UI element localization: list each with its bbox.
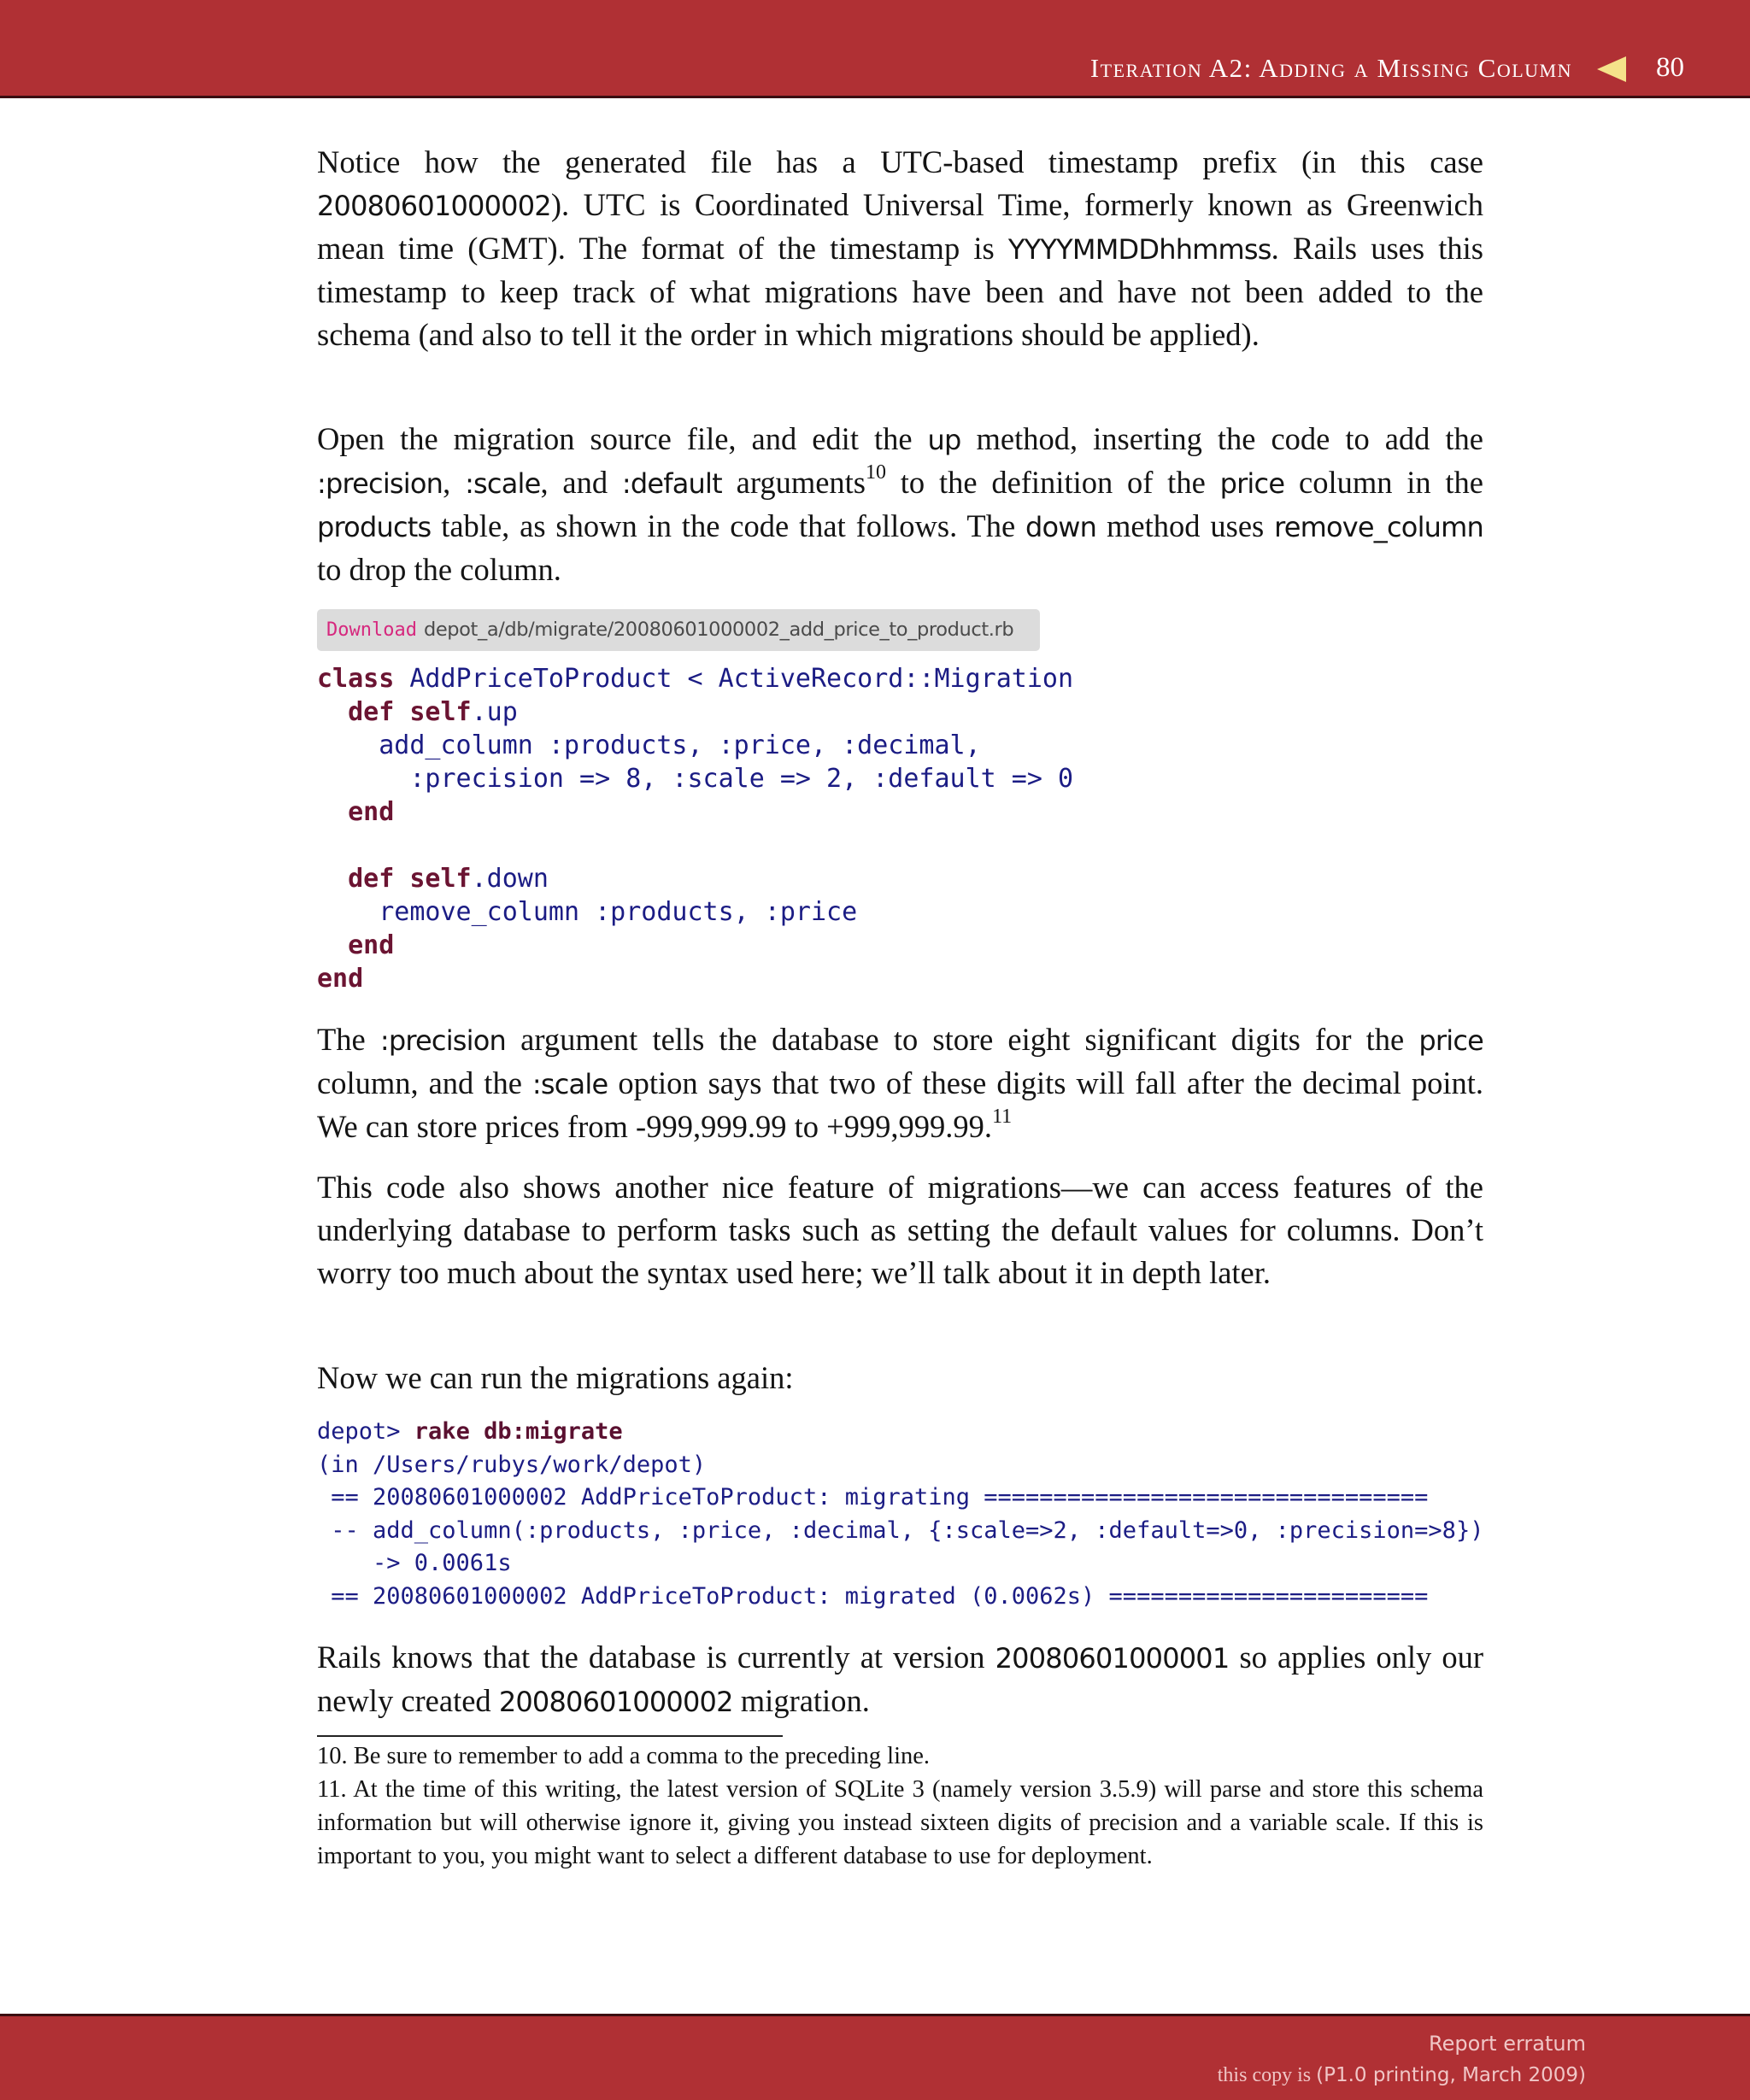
copy-info: this copy is (P1.0 printing, March 2009) [1217,2064,1586,2086]
download-file-path: depot_a/db/migrate/20080601000002_add_price_to_product.rb [423,619,1014,641]
footnote-11: 11. At the time of this writing, the latest version of SQLite 3 (namely version 3.5.9) will parse and store this schema information but will otherwise ignore it, giving you instead sixteen digits of precision and a variable scale. If this is important to you, you might want to select a different database to use for deployment. [317,1776,1483,1869]
download-bar [317,609,1040,651]
footnotes [317,1739,1483,1873]
paragraph-run-again: Now we can run the migrations again: [317,1360,794,1395]
paragraph-edit-migration: Open the migration source file, and edit the up method, inserting the code to add the :precision, :scale, and :default arguments$^{10}$ to the definition of the price column in the products table, as shown in the code that follows. The down method uses remove_column to drop the column. [317,421,1484,587]
back-arrow-icon[interactable] [1597,56,1626,82]
page-header [0,0,1750,98]
paragraph-version: Rails knows that the database is currently at version 20080601000001 so applies only our newly created 20080601000002 migration. [317,1640,1483,1718]
footnote-divider [317,1735,783,1737]
console-output: depot> rake db:migrate (in /Users/rubys/work/depot) == 20080601000002 AddPriceToProduct: migrating ================================ -- add_column(:products, :price, :decimal, {:scale=>2, :default=>0, :precision=>8}) -> 0.0061s == 20080601000002 AddPriceToProduct: migrated (0.0062s) ======================= [317,1418,1484,1610]
page-footer [0,2014,1750,2100]
report-erratum-link[interactable]: Report erratum [1429,2032,1586,2056]
footnote-ref-10[interactable]: 10 [866,460,887,484]
paragraph-timestamp: Notice how the generated file has a UTC-based timestamp prefix (in this case 20080601000002). UTC is Coordinated Universal Time, formerly known as Greenwich mean time (GMT). The format of the timestamp is YYYYMMDDhhmmss. Rails uses this timestamp to keep track of what migrations have been and have not been added to the schema (and also to tell it the order in which migrations should be applied). [317,144,1483,352]
paragraph-precision: The :precision argument tells the database to store eight significant digits for the price column, and the :scale option says that two of these digits will fall after the decimal point. We can store prices from -999,999.99 to +999,999.99.11 [317,1022,1484,1144]
footnote-ref-11[interactable]: 11 [992,1105,1013,1128]
page-number: 80 [1656,52,1684,83]
download-link[interactable]: Download [326,619,417,641]
footnote-10: 10. Be sure to remember to add a comma to the preceding line. [317,1743,931,1769]
code-listing: class AddPriceToProduct < ActiveRecord::Migration def self.up add_column :products, :price, :decimal, :precision => 8, :scale => 2, :default => 0 end def self.down remove_column :products, :price end end [317,664,1074,994]
chapter-title: Iteration A2: Adding a Missing Column [1089,53,1572,83]
paragraph-features: This code also shows another nice feature of migrations—we can access features of the underlying database to perform tasks such as setting the default values for columns. Don’t worry too much about the syntax used here; we’ll talk about it in depth later. [317,1170,1483,1290]
